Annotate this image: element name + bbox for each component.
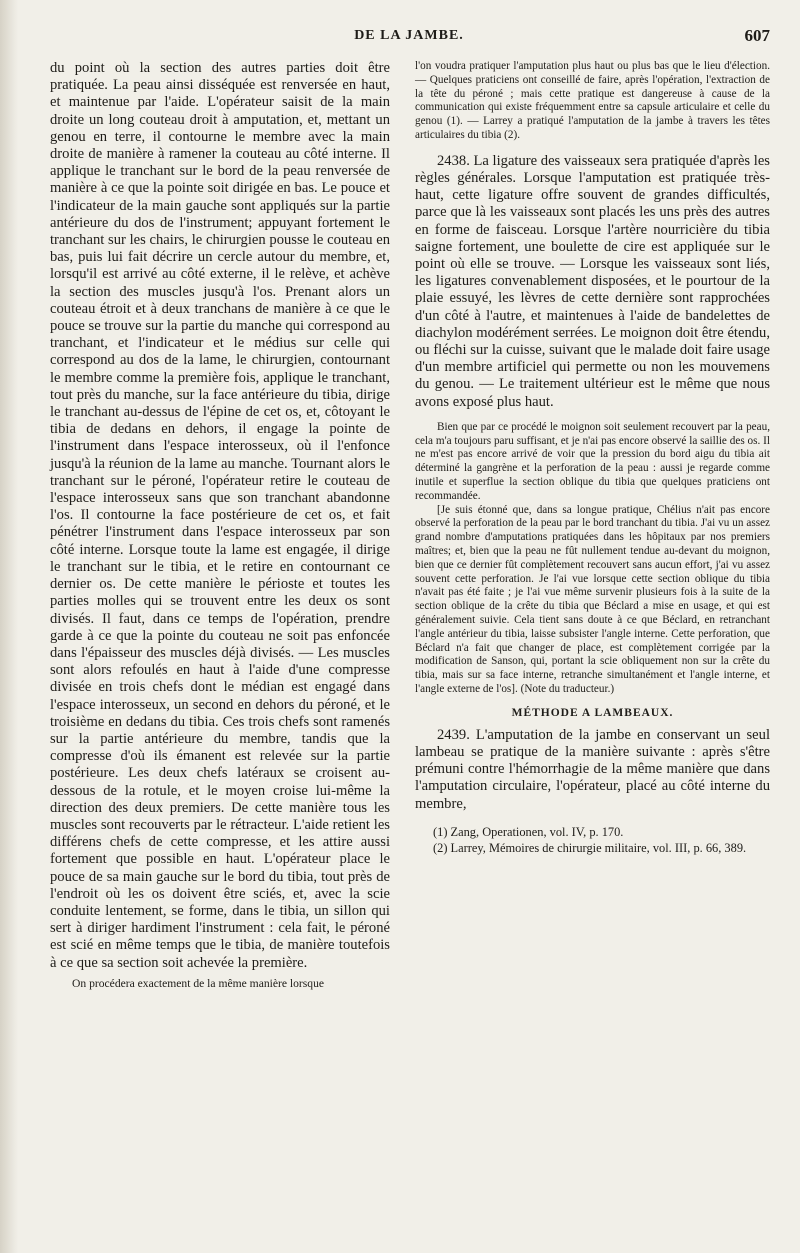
note-paragraph-1: Bien que par ce procédé le moignon soit seulement recouvert par la peau, cela m'a toujours paru suffisant, et je n'ai pas encore observé la saillie des os. Il ne m'est pas encore arrivé de voir que la pression du bord aigu du tibia ait déterminé la gangrène et la perforation de la peau : aussi je regarde comme inutile et superflue la section oblique du tibia que quelques praticiens ont recommandée.	[415, 420, 770, 502]
left-column	[50, 60, 390, 991]
left-body-text: du point où la section des autres parties doit être pratiquée. La peau ainsi disséquée est renversée en haut, et maintenue par l'aide. L'opérateur saisit de la main droite un long couteau droit à amputation, et, mettant un genou en terre, il contourne le membre avec la main droite de manière à ramener la couteau au côté interne. Il applique le tranchant sur le bord de la peau renversée de manière à ce que la pointe soit dirigée en bas. Le pouce et l'indicateur de la main gauche sont appliqués sur la partie antérieure du dos de l'instrument; appuyant fortement le tranchant sur les chairs, le chirurgien pousse le couteau en bas, puis lui fait décrire un cercle autour du membre, et, lorsqu'il est arrivé au côté externe, il le relève, et achève la section des muscles jusqu'à l'os. Prenant alors un couteau étroit et à deux tranchans de manière à ce que le pouce se trouve sur la partie du manche qui correspond au tranchant, et l'indicateur et le médius sur celle qui correspond au dos de la lame, le chirurgien, contournant le membre comme la première fois, applique le tranchant, tout près du manche, sur la face antérieure du tibia, dirige le tranchant au-dessus de l'épine de cet os, et, côtoyant le tibia de dedans en dehors, il engage la pointe de l'instrument dans l'espace interosseux, où il l'enfonce jusqu'à la réunion de la lame au manche. Tournant alors le tranchant sur le péroné, l'opérateur retire le couteau de l'espace interosseux sans que son tranchant abandonne l'os. Il contourne la face postérieure de cet os, et fait pénétrer l'instrument dans l'espace interosseux par son côté interne. Lorsque toute la lame est engagée, il dirige le tranchant sur le tibia, et le retire en contournant ce dernier os. De cette manière le périoste et toutes les parties molles qui se trouvent entre les deux os sont divisés. Il faut, dans ce temps de l'opération, prendre garde à ce que la pointe du couteau ne soit pas enfoncée dans l'épaisseur des muscles déjà divisés. — Les muscles sont alors refoulés en haut à l'aide d'une compresse divisée en trois chefs dont le médian est engagé dans l'espace interosseux, un second en dehors du péroné, et le troisième en dedans du tibia. Ces trois chefs sont ramenés sur la partie antérieure du membre, tandis que la compresse d'où ils émanent est relevée sur la partie postérieure. Les deux chefs latéraux se croisent au-dessous de la rotule, et le moyen croise lui-même la direction des deux premiers. De cette manière tous les muscles sont recouverts par le rétracteur. L'aide retient les différens chefs de cette compresse, et les attire aussi fortement que possible en haut. L'opérateur place le pouce de sa main gauche sur le bord du tibia, tout près de l'endroit où les os doivent être sciés, et, avec la scie conduite lentement, se forme, dans le tibia, un sillon qui sert à diriger hardiment l'instrument : cela fait, le péroné est scié en même temps que le tibia, de manière toutefois à ce que sa section soit achevée la première.	[50, 60, 390, 971]
footnote-1: (1) Zang, Operationen, vol. IV, p. 170.	[433, 824, 624, 839]
left-continuation-text: On procédera exactement de la même manière lorsque	[72, 976, 325, 990]
right-column	[415, 60, 770, 857]
running-head	[48, 28, 770, 50]
page-number: 607	[744, 26, 770, 45]
footnotes	[415, 825, 770, 856]
note-paragraph-2: [Je suis étonné que, dans sa longue pratique, Chélius n'ait pas encore observé la perforation de la peau par le bord tranchant du tibia. J'ai vu un assez grand nombre d'amputations pratiquées dans les hôpitaux par nos premiers maîtres; et, bien que la peau ne fût nullement tendue au-devant du moignon, bien que ce dernier fût complètement recouvert sans aucun effort, j'ai vu assez souvent cette perforation. Je l'ai vue lorsque cette section oblique du tibia n'avait pas été faite ; je l'ai vue même survenir plusieurs fois à la suite de la section oblique de la crête du tibia que Béclard a mise en usage, et qui est généralement suivie. Cela tient sans doute à ce que Béclard, en retranchant l'angle antérieur du tibia, laisse subsister l'angle interne. Cette perforation, que Béclard n'a fait que changer de place, est complètement corrigée par la modification de Sanson, qui, portant la scie obliquement non sur la crête du tibia, mais sur sa face interne, retranche simultanément et l'angle interne, et l'angle externe de l'os]. (Note du traducteur.)	[415, 503, 770, 695]
method-heading: MÉTHODE A LAMBEAUX.	[511, 706, 674, 719]
page-gutter-shadow	[0, 0, 18, 1253]
paragraph-2438: 2438. La ligature des vaisseaux sera pratiquée d'après les règles générales. Lorsque l'amputation est pratiquée très-haut, cette ligature offre souvent de grandes difficultés, parce que là les vaisseaux sont placés les uns près des autres en forme de faisceau. Lorsque l'artère nourricière du tibia saigne fortement, une boulette de cire est appliquée sur le point où elle se trouve. — Lorsque les vaisseaux sont liés, les ligatures convenablement disposées, et le pourtour de la plaie essuyé, les lèvres de cette dernière sont rapprochées d'un côté à l'autre, et maintenues à l'aide de bandelettes de diachylon modérément serrées. Le moignon doit être étendu, ou fléchi sur la cuisse, suivant que le malade doit faire usage d'un membre artificiel qui permette ou non les mouvemens du genou. — Le traitement ultérieur est le même que nous avons exposé plus haut.	[415, 152, 770, 410]
footnote-2: (2) Larrey, Mémoires de chirurgie militaire, vol. III, p. 66, 389.	[433, 840, 747, 855]
paragraph-2439: 2439. L'amputation de la jambe en conservant un seul lambeau se pratique de la manière suivante : après s'être prémuni contre l'hémorrhagie de la même manière que dans l'amputation circulaire, l'opérateur, placé au côté interne du membre,	[415, 726, 770, 812]
running-title: DE LA JAMBE.	[354, 28, 464, 43]
right-intro-text: l'on voudra pratiquer l'amputation plus haut ou plus bas que le lieu d'élection. — Quelques praticiens ont conseillé de faire, après l'opération, l'extraction de la tête du péroné ; mais cette pratique est dangereuse à cause de la communication qui existe fréquemment entre sa capsule articulaire et celle du genou (1). — Larrey a pratiqué l'amputation de la jambe à travers les têtes articulaires du tibia (2).	[415, 60, 770, 141]
